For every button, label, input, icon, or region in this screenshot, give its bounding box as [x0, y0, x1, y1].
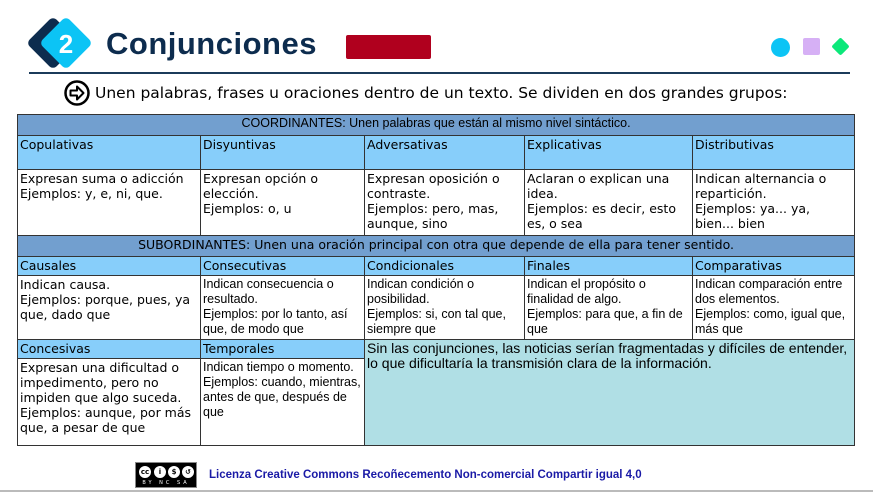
- type-cell-temporales: [201, 359, 365, 446]
- type-header-concesivas: Concesivas: [18, 340, 201, 359]
- type-header-disyuntivas: Disyuntivas: [201, 136, 365, 170]
- type-description: Indican el propósito o finalidad de algo.: [527, 277, 646, 306]
- subordinantes-heading: SUBORDINANTES: Unen una oración principal con otra que depende de ella para tener sentido.: [18, 236, 855, 257]
- green-diamond-icon: [831, 37, 849, 55]
- type-header-consecutivas: Consecutivas: [201, 257, 365, 276]
- conjunctions-table: [17, 114, 855, 446]
- type-description: Expresan opción o elección.: [203, 171, 318, 201]
- cc-badge-labels: BY NC SA: [142, 480, 190, 486]
- type-header-finales: Finales: [525, 257, 693, 276]
- type-description: Indican tiempo o momento.: [203, 360, 354, 374]
- intro-line: [64, 78, 787, 108]
- type-header-adversativas: Adversativas: [365, 136, 525, 170]
- type-description: Indican alternancia o repartición.: [695, 171, 827, 201]
- type-description: Indican condición o posibilidad.: [367, 277, 475, 306]
- type-examples: Ejemplos: porque, pues, ya que, dado que: [20, 292, 191, 322]
- type-cell-concesivas: [18, 359, 201, 446]
- type-description: Aclaran o explican una idea.: [527, 171, 670, 201]
- type-examples: Ejemplos: para que, a fin de que: [527, 307, 683, 336]
- type-examples: Ejemplos: por lo tanto, así que, de modo que: [203, 307, 348, 336]
- type-examples: Ejemplos: ya... ya, bien... bien: [695, 201, 810, 231]
- type-header-copulativas: Copulativas: [18, 136, 201, 170]
- type-examples: Ejemplos: pero, mas, aunque, sino: [367, 201, 499, 231]
- sa-icon: ↺: [181, 465, 195, 479]
- type-description: Indican comparación entre dos elementos.: [695, 277, 843, 306]
- type-header-condicionales: Condicionales: [365, 257, 525, 276]
- cyan-circle-icon: [771, 38, 790, 57]
- type-cell-condicionales: [365, 276, 525, 340]
- cc-icon: cc: [138, 465, 152, 479]
- page-title: Conjunciones: [106, 26, 317, 61]
- type-cell-finales: [525, 276, 693, 340]
- creative-commons-badge-icon[interactable]: [135, 462, 197, 488]
- intro-text: Unen palabras, frases u oraciones dentro de un texto. Se dividen en dos grandes grupos:: [95, 84, 788, 102]
- section-number: 2: [58, 29, 74, 59]
- type-description: Indican causa.: [20, 277, 111, 292]
- type-header-causales: Causales: [18, 257, 201, 276]
- conclusion-note: Sin las conjunciones, las noticias serían fragmentadas y difíciles de entender, lo que dificultaría la transmisión clara de la información.: [365, 340, 855, 446]
- type-description: Expresan suma o adicción: [20, 171, 184, 186]
- section-number-badge: [30, 18, 92, 72]
- nc-icon: $: [167, 465, 181, 479]
- license-footer: [135, 461, 642, 489]
- type-cell-adversativas: [365, 170, 525, 236]
- type-header-distributivas: Distributivas: [693, 136, 855, 170]
- type-description: Expresan oposición o contraste.: [367, 171, 500, 201]
- type-cell-causales: [18, 276, 201, 340]
- red-accent-bar: [346, 35, 431, 59]
- type-examples: Ejemplos: aunque, por más que, a pesar de que: [20, 405, 192, 435]
- type-cell-copulativas: [18, 170, 201, 236]
- type-header-explicativas: Explicativas: [525, 136, 693, 170]
- coordinantes-heading: COORDINANTES: Unen palabras que están al mismo nivel sintáctico.: [18, 115, 855, 136]
- type-cell-explicativas: [525, 170, 693, 236]
- type-cell-distributivas: [693, 170, 855, 236]
- type-examples: Ejemplos: si, con tal que, siempre que: [367, 307, 506, 336]
- arrow-right-circle-icon: [64, 80, 90, 106]
- lilac-square-icon: [803, 38, 820, 55]
- by-icon: i: [153, 465, 167, 479]
- type-header-comparativas: Comparativas: [693, 257, 855, 276]
- type-examples: Ejemplos: o, u: [203, 201, 292, 216]
- type-header-temporales: Temporales: [201, 340, 365, 359]
- type-cell-consecutivas: [201, 276, 365, 340]
- type-description: Indican consecuencia o resultado.: [203, 277, 334, 306]
- type-examples: Ejemplos: cuando, mientras, antes de que, después de que: [203, 375, 361, 419]
- type-examples: Ejemplos: como, igual que, más que: [695, 307, 846, 336]
- type-examples: Ejemplos: y, e, ni, que.: [20, 186, 163, 201]
- type-cell-disyuntivas: [201, 170, 365, 236]
- bottom-divider: [0, 490, 873, 492]
- license-link[interactable]: Licenza Creative Commons Recoñecemento Non-comercial Compartir igual 4,0: [209, 469, 642, 481]
- type-description: Expresan una dificultad o impedimento, pero no impiden que algo suceda.: [20, 360, 182, 405]
- header-divider: [29, 72, 850, 74]
- type-examples: Ejemplos: es decir, esto es, o sea: [527, 201, 676, 231]
- page-header: [0, 0, 873, 80]
- type-cell-comparativas: [693, 276, 855, 340]
